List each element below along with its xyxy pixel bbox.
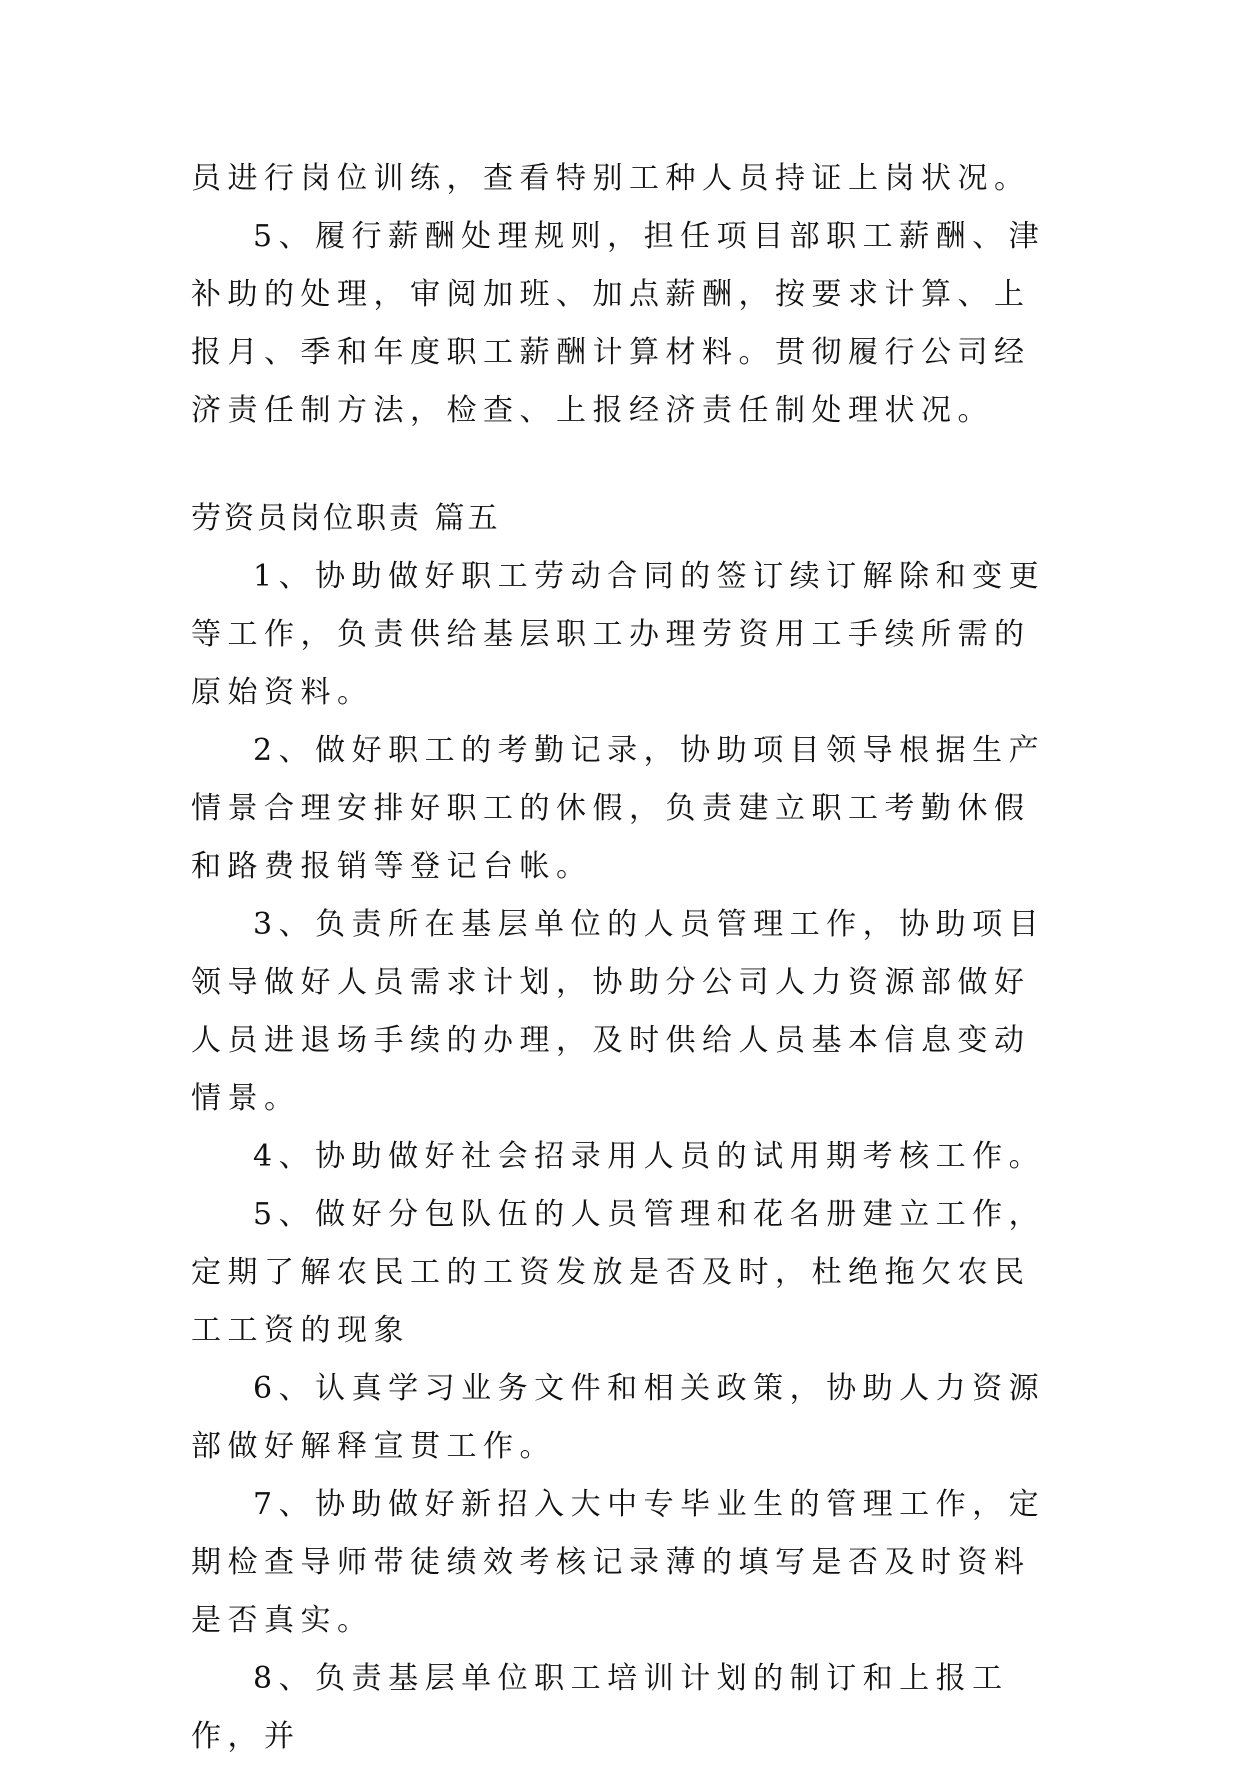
list-item: 3、负责所在基层单位的人员管理工作，协助项目领导做好人员需求计划，协助分公司人力资源部做好人员进退场手续的办理，及时供给人员基本信息变动情景。 xyxy=(191,907,1046,1116)
list-item: 1、协助做好职工劳动合同的签订续订解除和变更等工作，负责供给基层职工办理劳资用工手续所需的原始资料。 xyxy=(191,559,1046,710)
list-item: 2、做好职工的考勤记录，协助项目领导根据生产情景合理安排好职工的休假，负责建立职工考勤休假和路费报销等登记台帐。 xyxy=(191,733,1046,884)
continuation-paragraph: 员进行岗位训练，查看特别工种人员持证上岗状况。 xyxy=(191,161,1031,196)
document-page xyxy=(191,150,1051,1766)
list-item: 5、做好分包队伍的人员管理和花名册建立工作，定期了解农民工的工资发放是否及时，杜绝拖欠农民工工资的现象 xyxy=(191,1197,1046,1348)
list-item: 8、负责基层单位职工培训计划的制订和上报工作，并 xyxy=(191,1661,1009,1754)
list-item: 6、认真学习业务文件和相关政策，协助人力资源部做好解释宣贯工作。 xyxy=(191,1371,1046,1464)
section-title: 劳资员岗位职责 篇五 xyxy=(191,501,501,536)
previous-item-5: 5、履行薪酬处理规则，担任项目部职工薪酬、津补助的处理，审阅加班、加点薪酬，按要求计算、上报月、季和年度职工薪酬计算材料。贯彻履行公司经济责任制方法，检查、上报经济责任制处理状况。 xyxy=(191,219,1046,428)
list-item: 7、协助做好新招入大中专毕业生的管理工作，定期检查导师带徒绩效考核记录薄的填写是否及时资料是否真实。 xyxy=(191,1487,1046,1638)
list-item: 4、协助做好社会招录用人员的试用期考核工作。 xyxy=(253,1139,1046,1174)
